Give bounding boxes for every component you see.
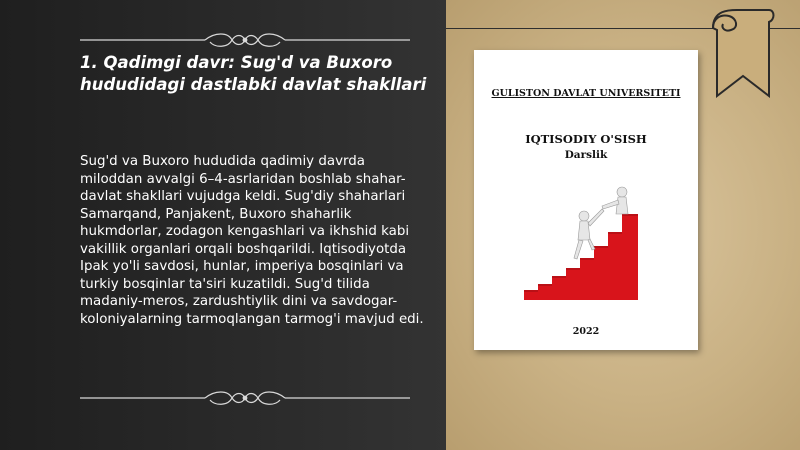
- bookmark-ribbon-icon: [707, 0, 777, 98]
- figure-helper: [602, 187, 628, 214]
- book-year: 2022: [572, 326, 600, 337]
- slide-title: 1. Qadimgi davr: Sug'd va Buxoro hududidagi dastlabki davlat shakllari: [80, 53, 427, 94]
- book-university: GULISTON DAVLAT UNIVERSITETI: [491, 88, 681, 99]
- ornament-divider-icon: [80, 28, 410, 52]
- slide-body-text: Sug'd va Buxoro hududida qadimiy davrda miloddan avvalgi 6–4-asrlaridan boshlab shahar-davlat shakllari vujudga keldi. Sug'diy shaharlari Samarqand, Panjakent, Buxoro shaharlik hukmdorlar, zodagon kengashlari va ikhshid kabi vakillik organlari orqali boshqarildi. Iqtisodiyotda Ipak yo'li savdosi, hunlar, imperiya bosqinlari va turkiy bosqinlar ta'siri kuzatildi. Sug'd tilida madaniy-meros, zardushtiylik dini va savdogar-koloniyalarning tarmoqlangan tarmog'i mavjud edi.: [80, 154, 424, 327]
- book-cover: [474, 50, 698, 350]
- ornament-divider-icon: [80, 386, 410, 410]
- book-title: IQTISODIY O'SISH: [525, 132, 647, 146]
- book-subtitle: Darslik: [564, 149, 608, 161]
- staircase-illustration: [518, 180, 658, 304]
